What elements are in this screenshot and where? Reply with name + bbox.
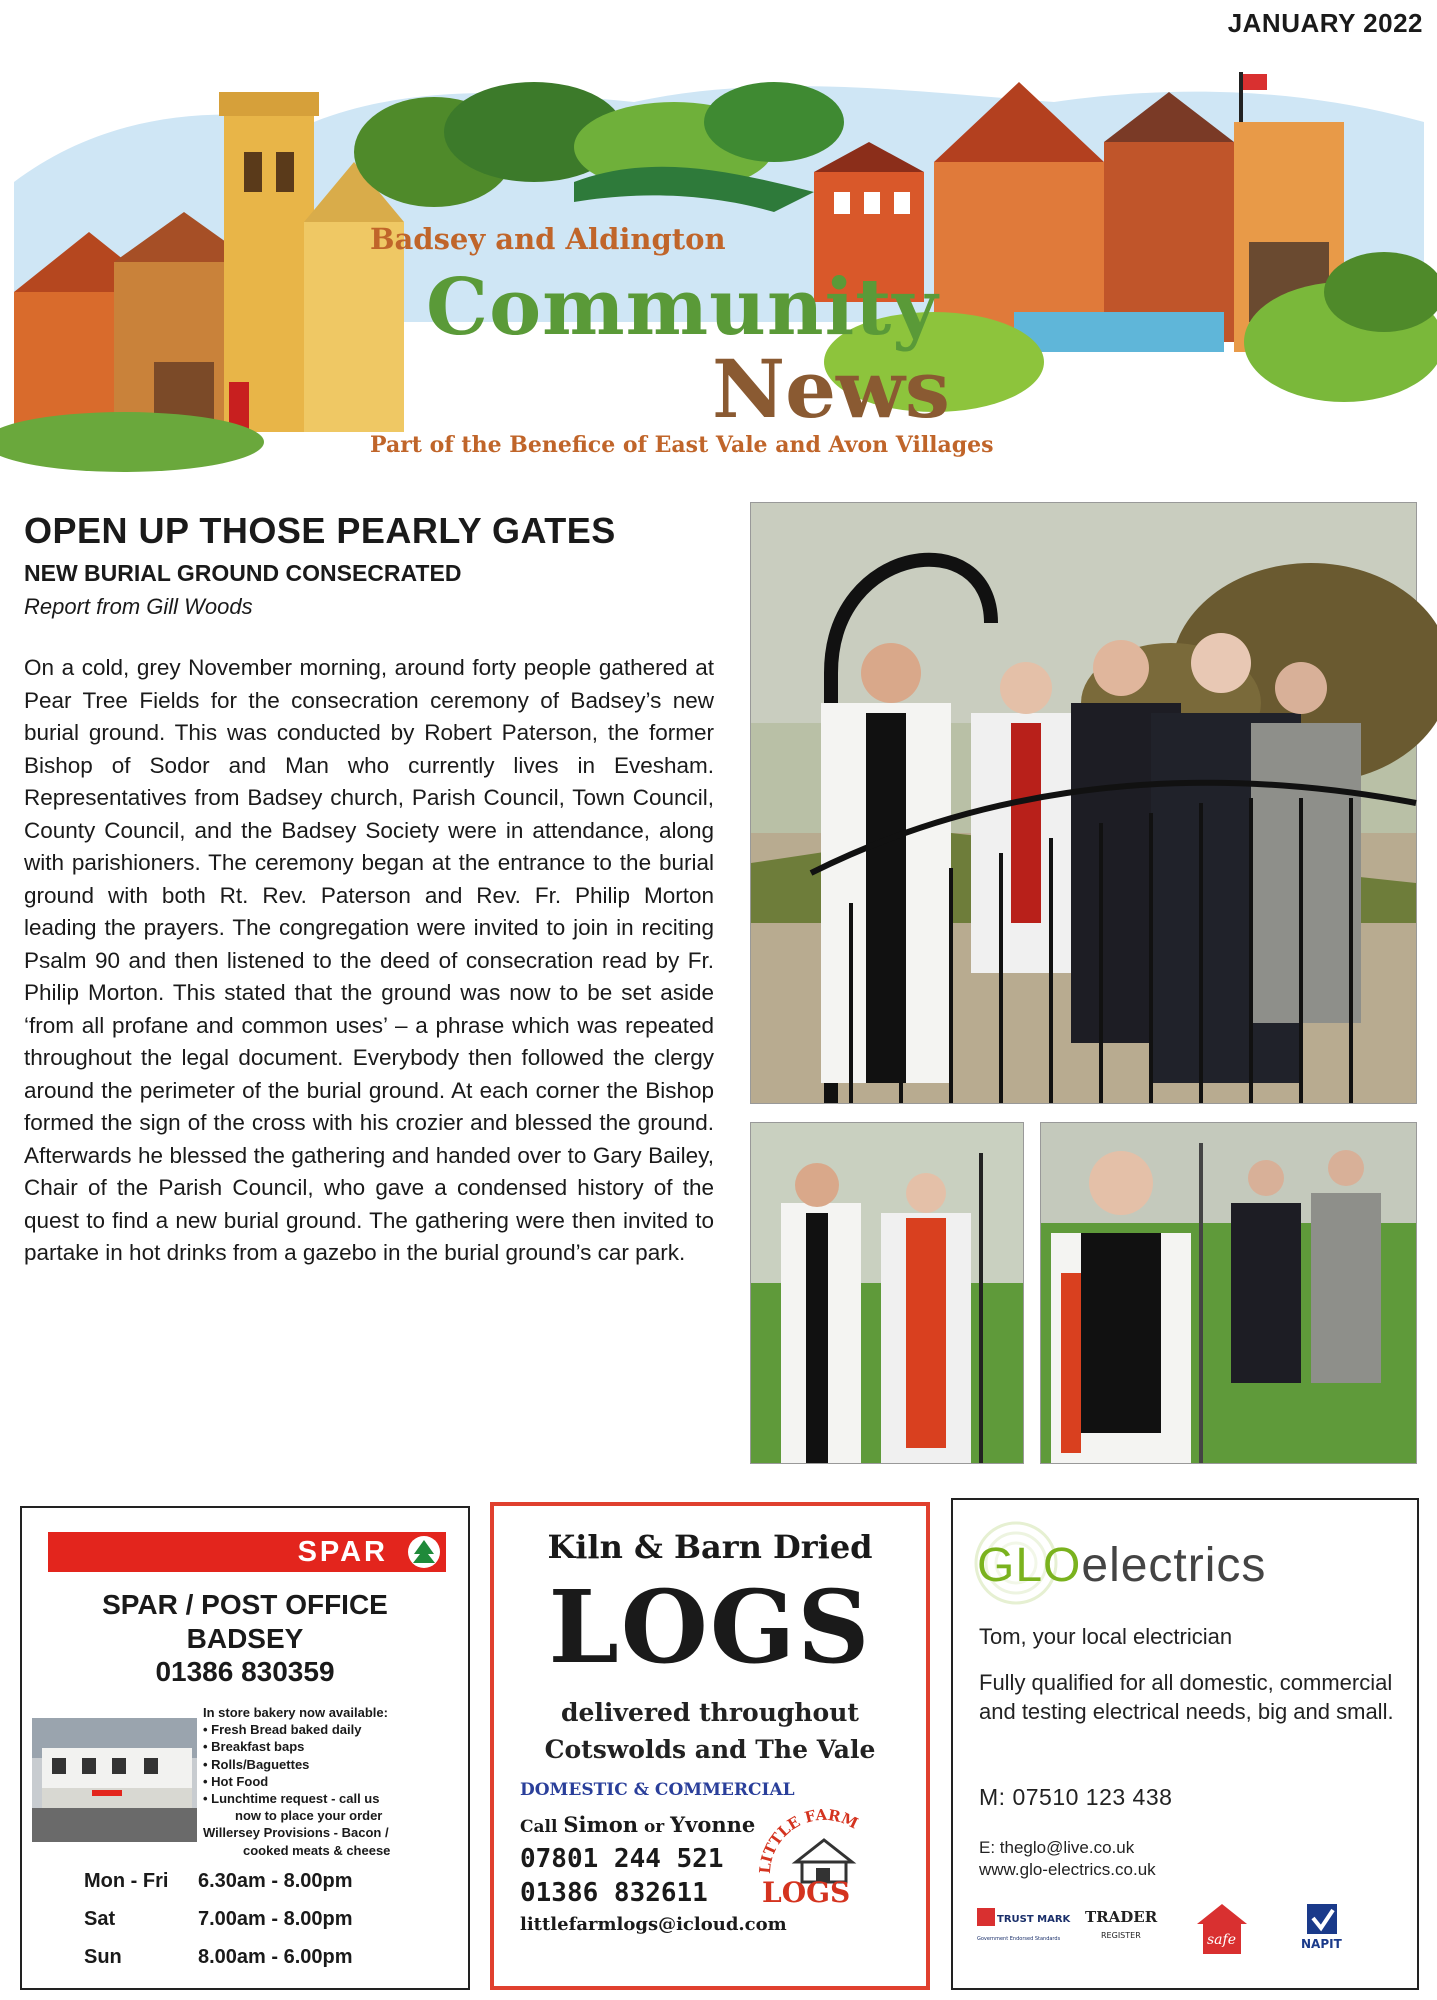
article-body: On a cold, grey November morning, around forty people gathered at Pear Tree Fields for the consecration ceremony of Badsey’s new burial ground. This was conducted by Robert Paterson, the former Bishop of Sodor and Man who currently lives in Evesham. Representatives from Badsey church, Parish Council, Town Council, County Council, and the Badsey Society were in attendance, along with parishioners. The ceremony began at the entrance to the burial ground with both Rt. Rev. Paterson and Rev. Fr. Philip Morton leading the prayers. The congregation were invited to join in reciting Psalm 90 and then listened to the deed of consecration read by Fr. Philip Morton. This stated that the ground was now to be set aside ‘from all profane and common uses’ – a phrase which was repeated throughout the legal document. Everybody then followed the clergy around the perimeter of the burial ground. At each corner the Bishop formed the sign of the cross with his crozier and blessed the ground. Afterwards he blessed the gathering and handed over to Gary Bailey, Chair of the Parish Council, who gave a condensed history of the quest to find a new burial ground. The gathering were then invited to partake in hot drinks from a gazebo in the burial ground’s car park. (24, 655, 714, 1265)
logs-call-name2: Yvonne (670, 1812, 756, 1837)
trader-register-badge-icon (1083, 1900, 1163, 1960)
glo-mobile: M: 07510 123 438 (979, 1784, 1173, 1810)
masthead-title-news: News (712, 342, 950, 436)
glo-description: Fully qualified for all domestic, commercial and testing electrical needs, big and small. (979, 1670, 1394, 1724)
spar-bakery-line: Willersey Provisions - Bacon / (203, 1825, 389, 1841)
glo-brand-electrics: electrics (1081, 1539, 1267, 1592)
logs-domestic-commercial: DOMESTIC & COMMERCIAL (520, 1780, 795, 1800)
trustmark-text: TRUST MARK (997, 1914, 1071, 1925)
spar-tree-icon (408, 1536, 440, 1568)
spar-bakery-line: now to place your order (235, 1808, 383, 1824)
glo-brand-glo: GLO (977, 1539, 1082, 1592)
hours-row (84, 1908, 444, 1946)
article-subheadline: NEW BURIAL GROUND CONSECRATED (24, 560, 462, 586)
masthead-title-community: Community (426, 262, 939, 353)
logs-delivery-line1: delivered throughout (561, 1698, 859, 1727)
masthead-tagline: Part of the Benefice of East Vale and Avon Villages (370, 432, 994, 458)
trader-subtext: REGISTER (1101, 1931, 1141, 1940)
logs-big-heading: LOGS (548, 1568, 872, 1686)
hours-time: 6.30am - 8.00pm (198, 1870, 353, 1892)
hours-day: Sun (84, 1946, 122, 1968)
spar-shop-photo (32, 1718, 197, 1842)
glo-website: www.glo-electrics.co.uk (979, 1860, 1156, 1879)
hours-day: Mon - Fri (84, 1870, 169, 1892)
safe-text: safe (1207, 1932, 1236, 1948)
logs-phone-landline: 01386 832611 (520, 1878, 708, 1908)
spar-bakery-line: • Lunchtime request - call us (203, 1791, 380, 1807)
article-byline: Report from Gill Woods (24, 594, 253, 619)
spar-logo-text: SPAR (297, 1536, 388, 1568)
photo-gate-procession (750, 502, 1417, 1104)
logs-phone-mobile: 07801 244 521 (520, 1844, 724, 1874)
little-farm-logs-text: LOGS (762, 1876, 851, 1909)
trader-text: TRADER (1085, 1908, 1158, 1926)
logs-call-name1: Simon (563, 1812, 639, 1837)
little-farm-arc-text: LITTLE FARM (755, 1805, 861, 1875)
logs-delivery (494, 1694, 926, 1768)
ad-spar (20, 1506, 470, 1990)
hours-time: 8.00am - 6.00pm (198, 1946, 353, 1968)
logs-call-or: or (643, 1817, 665, 1837)
photo-clergy-reading (750, 1122, 1024, 1464)
trustmark-subtext: Government Endorsed Standards (977, 1936, 1061, 1942)
spar-bakery-line: In store bakery now available: (203, 1705, 388, 1720)
glo-brand-name (977, 1538, 1266, 1593)
logs-kiln-heading: Kiln & Barn Dried (547, 1528, 873, 1566)
logs-delivery-line2: Cotswolds and The Vale (544, 1735, 876, 1764)
glo-email: E: theglo@live.co.uk (979, 1838, 1135, 1857)
spar-bakery-line: • Breakfast baps (203, 1739, 305, 1755)
spar-bakery-line: • Fresh Bread baked daily (203, 1722, 362, 1738)
logs-call-line (520, 1812, 755, 1837)
hours-row (84, 1870, 444, 1908)
spar-bakery-line: • Rolls/Baguettes (203, 1756, 310, 1772)
napit-badge-icon (1293, 1900, 1353, 1960)
masthead-line1: Badsey and Aldington (370, 222, 726, 256)
ad-logs (490, 1502, 930, 1990)
spar-bakery-line: cooked meats & cheese (243, 1842, 391, 1858)
spar-title-line2: BADSEY (186, 1623, 304, 1654)
hours-time: 7.00am - 8.00pm (198, 1908, 353, 1930)
napit-text: NAPIT (1301, 1937, 1342, 1951)
spar-title (22, 1588, 468, 1656)
spar-title-line1: SPAR / POST OFFICE (102, 1589, 388, 1620)
hours-day: Sat (84, 1908, 116, 1930)
safe-badge-icon (1193, 1900, 1251, 1960)
issue-date: JANUARY 2022 (1227, 8, 1423, 38)
spar-opening-hours (84, 1870, 444, 1984)
ad-glo-electrics (951, 1498, 1419, 1990)
logs-call-prefix: Call (520, 1817, 558, 1837)
glo-tagline: Tom, your local electrician (979, 1624, 1233, 1649)
masthead (14, 62, 1424, 482)
photo-bishop-walking (1040, 1122, 1417, 1464)
hours-row (84, 1946, 444, 1984)
trustmark-badge-icon (975, 1900, 1071, 1960)
spar-phone: 01386 830359 (155, 1656, 335, 1687)
spar-logo-banner (48, 1532, 446, 1572)
spar-bakery-list (203, 1704, 453, 1859)
spar-bakery-line: • Hot Food (203, 1773, 269, 1789)
logs-email: littlefarmlogs@icloud.com (520, 1914, 787, 1935)
article-headline: OPEN UP THOSE PEARLY GATES (24, 510, 616, 551)
